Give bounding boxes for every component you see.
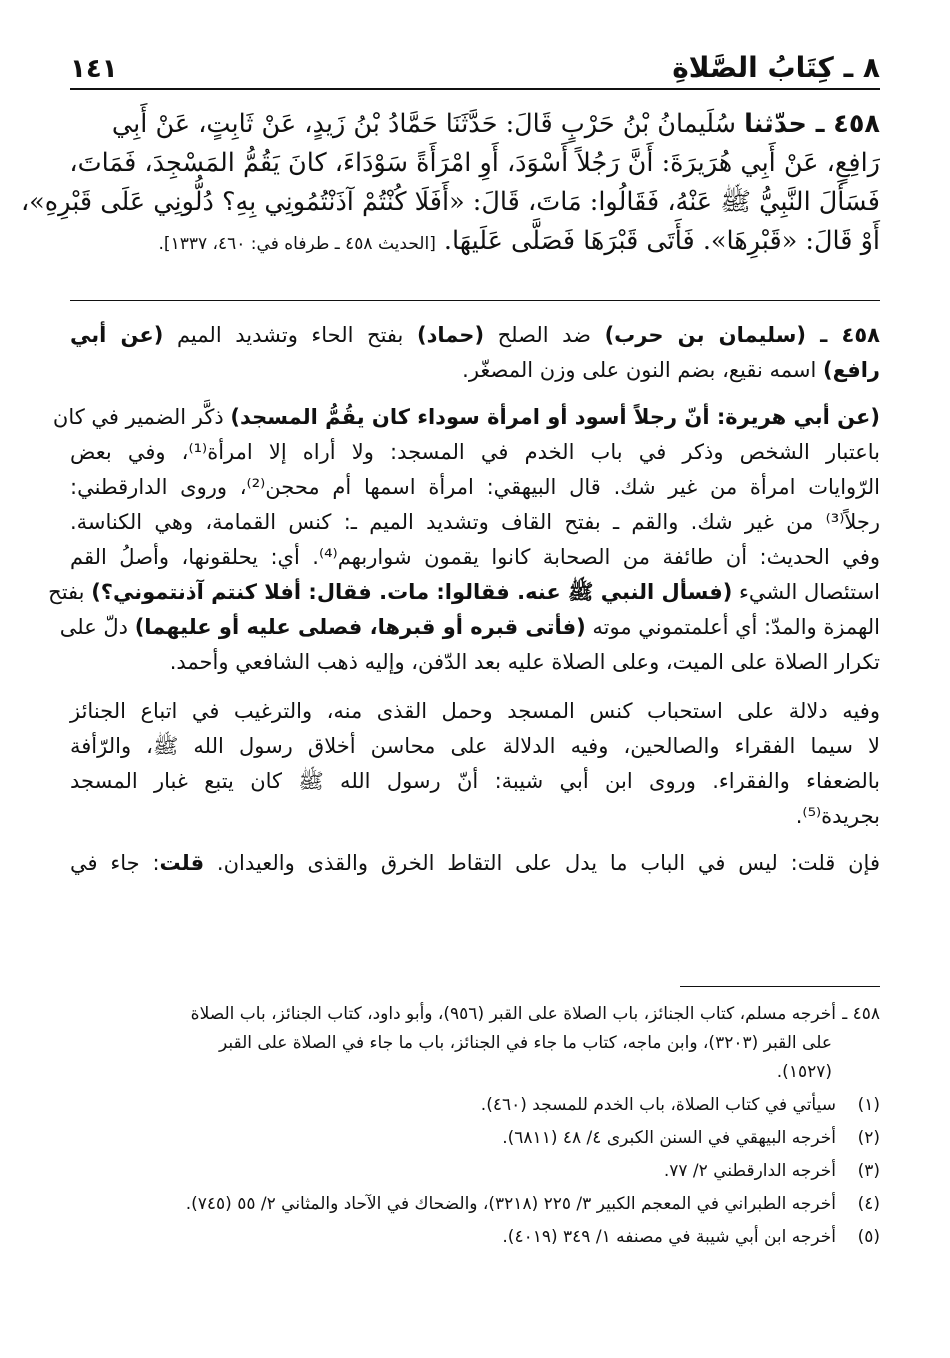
text-line: بجريدة⁽⁵⁾.	[795, 804, 880, 828]
page-header	[70, 40, 880, 90]
commentary-paragraph-2	[48, 400, 880, 680]
footnote-number: (٣)	[857, 1161, 880, 1181]
text-line: (عن أبي هريرة: أنّ رجلاً أسود أو امرأة سوداء كان يقُمُّ المسجد) ذكَّر الضمير في كان	[52, 405, 880, 429]
hadith-line-4: أَوْ قَالَ: «قَبْرِهَا». فَأَتَى قَبْرَهَا فَصَلَّى عَلَيهَا. [الحديث ٤٥٨ ـ طرفاه في: ٤٦٠، ١٣٣٧].	[158, 226, 880, 256]
text-line: باعتبار الشخص وذكر في باب الخدم في المسجد: ولا أراه إلا امرأة⁽¹⁾، وفي بعض	[70, 440, 880, 464]
footnote-item: (٢)أخرجه البيهقي في السنن الكبرى ٤/ ٤٨ (٦٨١١).	[70, 1124, 880, 1153]
footnotes	[70, 1000, 880, 1300]
text-line: الرّوايات امرأة من غير شك. قال البيهقي: امرأة اسمها أم محجن⁽²⁾، وروى الدارقطني:	[70, 475, 880, 499]
commentary	[48, 318, 880, 958]
footnote-number: (١)	[857, 1095, 880, 1115]
text-line: وفي الحديث: أن طائفة من الصحابة كانوا يقمون شواربهم⁽⁴⁾. أي: يحلقونها، وأصلُ القم	[70, 545, 880, 569]
footnote-main-continued: (١٥٢٧).	[776, 1062, 832, 1082]
text-line: تكرار الصلاة على الميت، وعلى الصلاة عليه بعد الدّفن، وإليه ذهب الشافعي وأحمد.	[169, 650, 880, 674]
hadith-line-1: ٤٥٨ ـ حدّثنا سُلَيمانُ بْنُ حَرْبٍ قَالَ: حَدَّثَنَا حَمَّادُ بْنُ زَيدٍ، عَنْ ثَابِتٍ، عَنْ أَبِي	[111, 109, 880, 139]
text-line: ٤٥٨ ـ (سليمان بن حرب) ضد الصلح (حماد) بفتح الحاء وتشديد الميم (عن أبي	[70, 323, 880, 347]
text-line: لا سيما الفقراء والصالحين، وفيه الدلالة على محاسن أخلاق رسول الله ﷺ، والرّأفة	[70, 734, 880, 758]
footnote-main: ٤٥٨ ـأخرجه مسلم، كتاب الجنائز، باب الصلاة على القبر (٩٥٦)، وأبو داود، كتاب الجنائز، باب الصلاة	[70, 1000, 880, 1029]
text-line: وفيه دلالة على استحباب كنس المسجد وحمل القذى منه، والترغيب في اتباع الجنائز	[70, 699, 880, 723]
section-divider	[70, 300, 880, 301]
footnote-item: (٤)أخرجه الطبراني في المعجم الكبير ٣/ ٢٢٥ (٣٢١٨)، والضحاك في الآحاد والمثاني ٢/ ٥٥ (٧٤٥).	[70, 1190, 880, 1219]
text-line: فإن قلت: ليس في الباب ما يدل على التقاط الخرق والقذى والعيدان. قلت: جاء في	[70, 851, 880, 875]
footnote-number: (٥)	[857, 1227, 880, 1247]
hadith-line-2: رَافِعٍ، عَنْ أَبِي هُرَيرَةَ: أَنَّ رَجُلاً أَسْوَدَ، أَوِ امْرَأَةً سَوْدَاءَ، كانَ يَقُمُّ المَسْجِدَ، فَمَاتَ،	[69, 148, 880, 178]
footnote-number: ٤٥٨ ـ	[842, 1004, 880, 1024]
hadith-number: ٤٥٨ ـ حدّثنا	[744, 109, 880, 139]
hadith-reference: [الحديث ٤٥٨ ـ طرفاه في: ٤٦٠، ١٣٣٧].	[158, 234, 436, 254]
footnote-main-continued: على القبر (٣٢٠٣)، وابن ماجه، كتاب ما جاء في الجنائز، باب ما جاء في الصلاة على القبر	[219, 1033, 832, 1053]
text-line: استئصال الشيء (فسأل النبي ﷺ عنه. فقالوا: مات. فقال: أفلا كنتم آذنتموني؟) بفتح	[48, 580, 880, 604]
footnote-number: (٤)	[857, 1194, 880, 1214]
text-line: بالضعفاء والفقراء. وروى ابن أبي شيبة: أنّ رسول الله ﷺ كان يتبع غبار المسجد	[70, 769, 880, 793]
commentary-paragraph-4	[70, 846, 880, 881]
commentary-paragraph-1	[70, 318, 880, 388]
footnote-divider	[680, 986, 880, 987]
chapter-title: ٨ ـ كِتَابُ الصَّلاةِ	[672, 51, 880, 84]
footnote-item: (٣)أخرجه الدارقطني ٢/ ٧٧.	[70, 1157, 880, 1186]
text-line: الهمزة والمدّ: أي أعلمتموني موته (فأتى قبره أو قبرها، فصلى عليه أو عليهما) دلّ على	[59, 615, 880, 639]
footnote-number: (٢)	[857, 1128, 880, 1148]
footnote-item: (١)سيأتي في كتاب الصلاة، باب الخدم للمسجد (٤٦٠).	[70, 1091, 880, 1120]
text-line: رافع) اسمه نقيع، بضم النون على وزن المصغّر.	[462, 358, 880, 382]
text-line: رجلاً⁽³⁾ من غير شك. والقم ـ بفتح القاف وتشديد الميم ـ: كنس القمامة، وهي الكناسة.	[70, 510, 880, 534]
hadith-line-3: فَسَأَلَ النَّبِيُّ ﷺ عَنْهُ، فَقَالُوا: مَاتَ، قَالَ: «أَفَلَا كُنْتُمْ آذَنْتُمُونِي بِهِ؟ دُلُّونِي عَلَى قَبْرِهِ»،	[20, 187, 880, 217]
page-number: ١٤١	[70, 54, 118, 84]
hadith-text	[20, 105, 880, 290]
commentary-paragraph-3	[70, 694, 880, 834]
footnote-item: (٥)أخرجه ابن أبي شيبة في مصنفه ١/ ٣٤٩ (٤٠١٩).	[70, 1223, 880, 1252]
